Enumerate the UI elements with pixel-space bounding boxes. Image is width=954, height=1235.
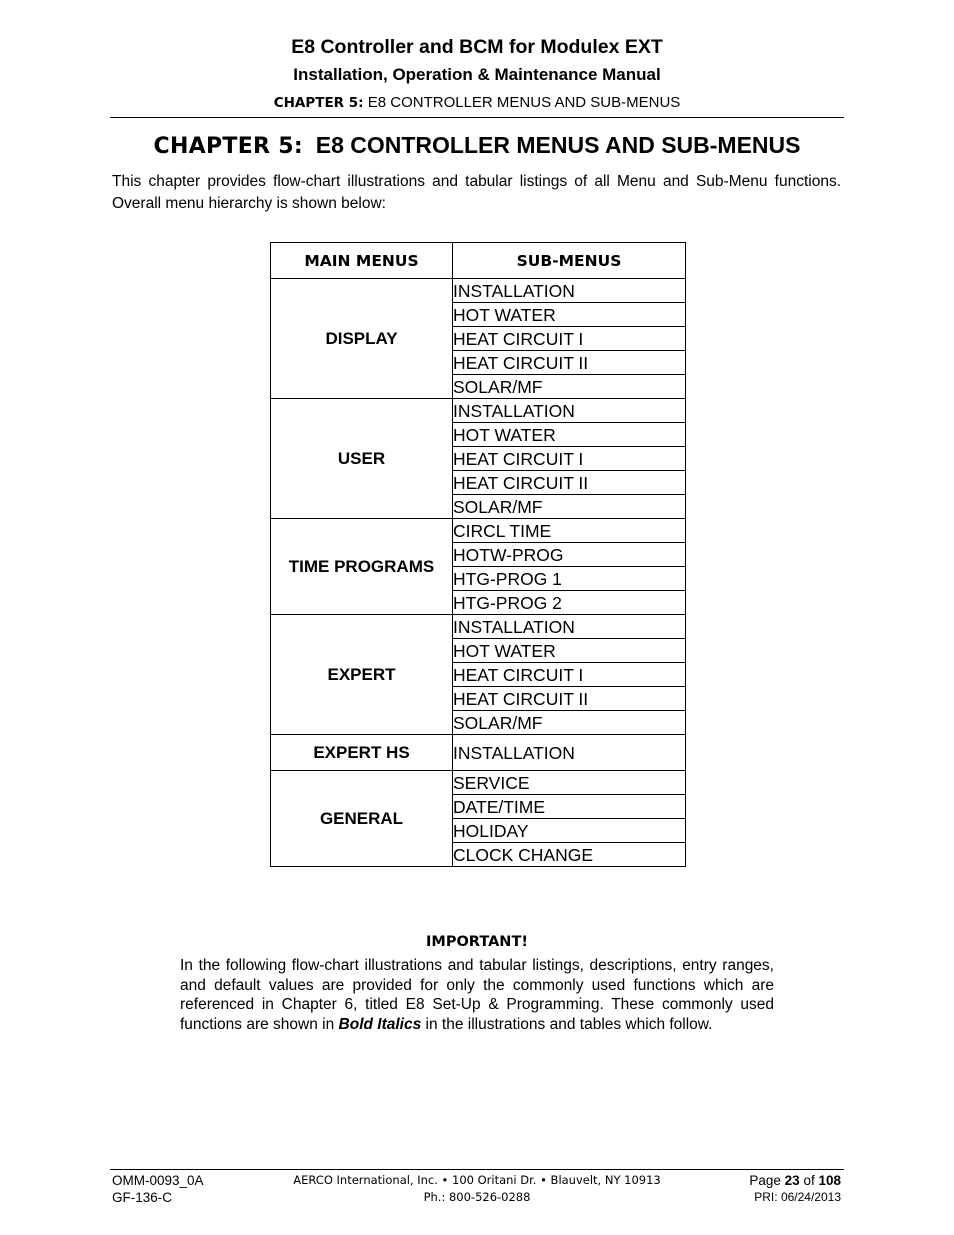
table-row	[271, 399, 686, 423]
main-menu-general: GENERAL	[271, 771, 453, 867]
table-header-row	[271, 243, 686, 279]
pri-date: PRI: 06/24/2013	[754, 1190, 841, 1204]
page-current: 23	[784, 1173, 800, 1188]
table-row	[271, 615, 686, 639]
sub-menu-cell: HEAT CIRCUIT II	[453, 687, 686, 711]
sub-menu-cell: HOLIDAY	[453, 819, 686, 843]
sub-menu-cell: HEAT CIRCUIT I	[453, 663, 686, 687]
page-number	[749, 1172, 841, 1189]
main-menus-header: MAIN MENUS	[271, 243, 453, 279]
sub-menu-cell: SERVICE	[453, 771, 686, 795]
sub-menu-cell: INSTALLATION	[453, 279, 686, 303]
sub-menu-cell: HEAT CIRCUIT II	[453, 351, 686, 375]
important-heading: IMPORTANT!	[426, 934, 528, 950]
table-row	[271, 279, 686, 303]
sub-menu-cell: HTG-PROG 2	[453, 591, 686, 615]
sub-menu-cell: INSTALLATION	[453, 735, 686, 771]
page-prefix: Page	[749, 1173, 785, 1188]
main-menu-expert: EXPERT	[271, 615, 453, 735]
running-chapter-header	[110, 94, 844, 111]
chapter-heading	[110, 132, 844, 159]
important-text-after: in the illustrations and tables which follow.	[421, 1015, 713, 1033]
sub-menu-cell: SOLAR/MF	[453, 495, 686, 519]
main-menu-display: DISPLAY	[271, 279, 453, 399]
footer-right	[749, 1172, 841, 1206]
table-row	[271, 735, 686, 771]
main-menu-time-programs: TIME PROGRAMS	[271, 519, 453, 615]
chapter-heading-title: E8 CONTROLLER MENUS AND SUB-MENUS	[315, 132, 801, 158]
sub-menu-cell: SOLAR/MF	[453, 375, 686, 399]
document-subtitle: Installation, Operation & Maintenance Manual	[293, 65, 661, 84]
doc-number: OMM-0093_0A	[112, 1173, 204, 1188]
footer-left	[112, 1172, 204, 1206]
document-title: E8 Controller and BCM for Modulex EXT	[291, 36, 663, 58]
sub-menu-cell: INSTALLATION	[453, 399, 686, 423]
sub-menu-cell: HEAT CIRCUIT II	[453, 471, 686, 495]
sub-menu-cell: DATE/TIME	[453, 795, 686, 819]
sub-menu-cell: HOT WATER	[453, 303, 686, 327]
sub-menus-header: SUB-MENUS	[453, 243, 686, 279]
sub-menu-cell: CLOCK CHANGE	[453, 843, 686, 867]
sub-menu-cell: HOT WATER	[453, 639, 686, 663]
sub-menu-cell: HEAT CIRCUIT I	[453, 447, 686, 471]
header-rule	[110, 117, 844, 118]
sub-menu-cell: INSTALLATION	[453, 615, 686, 639]
main-menu-user: USER	[271, 399, 453, 519]
sub-menu-cell: HOT WATER	[453, 423, 686, 447]
important-text-before: In the following flow-chart illustrations and tabular listings, descriptions, entry ranges, and default values are provided for only the commonly used functions which are referenced in Chapter 6, titled E8 Set-Up & Programming. These commonly used functions are shown in	[180, 957, 774, 1033]
main-menu-expert-hs: EXPERT HS	[271, 735, 453, 771]
important-emphasis: Bold Italics	[338, 1015, 422, 1033]
sub-menu-cell: HEAT CIRCUIT I	[453, 327, 686, 351]
table-row	[271, 771, 686, 795]
form-number: GF-136-C	[112, 1190, 173, 1205]
footer-center	[260, 1172, 694, 1206]
running-chapter-title: E8 CONTROLLER MENUS AND SUB-MENUS	[367, 94, 681, 111]
sub-menu-cell: HOTW-PROG	[453, 543, 686, 567]
company-address: AERCO International, Inc. • 100 Oritani Dr. • Blauvelt, NY 10913	[293, 1173, 661, 1187]
menu-hierarchy-table	[270, 242, 686, 867]
sub-menu-cell: SOLAR/MF	[453, 711, 686, 735]
page-total: 108	[818, 1173, 841, 1188]
footer-rule	[110, 1169, 844, 1170]
page-of: of	[799, 1173, 819, 1188]
table-row	[271, 519, 686, 543]
running-chapter-label: CHAPTER 5:	[273, 95, 364, 111]
important-note	[180, 956, 774, 1034]
intro-paragraph: This chapter provides flow-chart illustrations and tabular listings of all Menu and Sub-Menu functions. Overall menu hierarchy is shown below:	[112, 173, 841, 212]
company-phone: Ph.: 800-526-0288	[423, 1190, 531, 1204]
chapter-heading-label: CHAPTER 5:	[153, 134, 303, 159]
sub-menu-cell: HTG-PROG 1	[453, 567, 686, 591]
sub-menu-cell: CIRCL TIME	[453, 519, 686, 543]
